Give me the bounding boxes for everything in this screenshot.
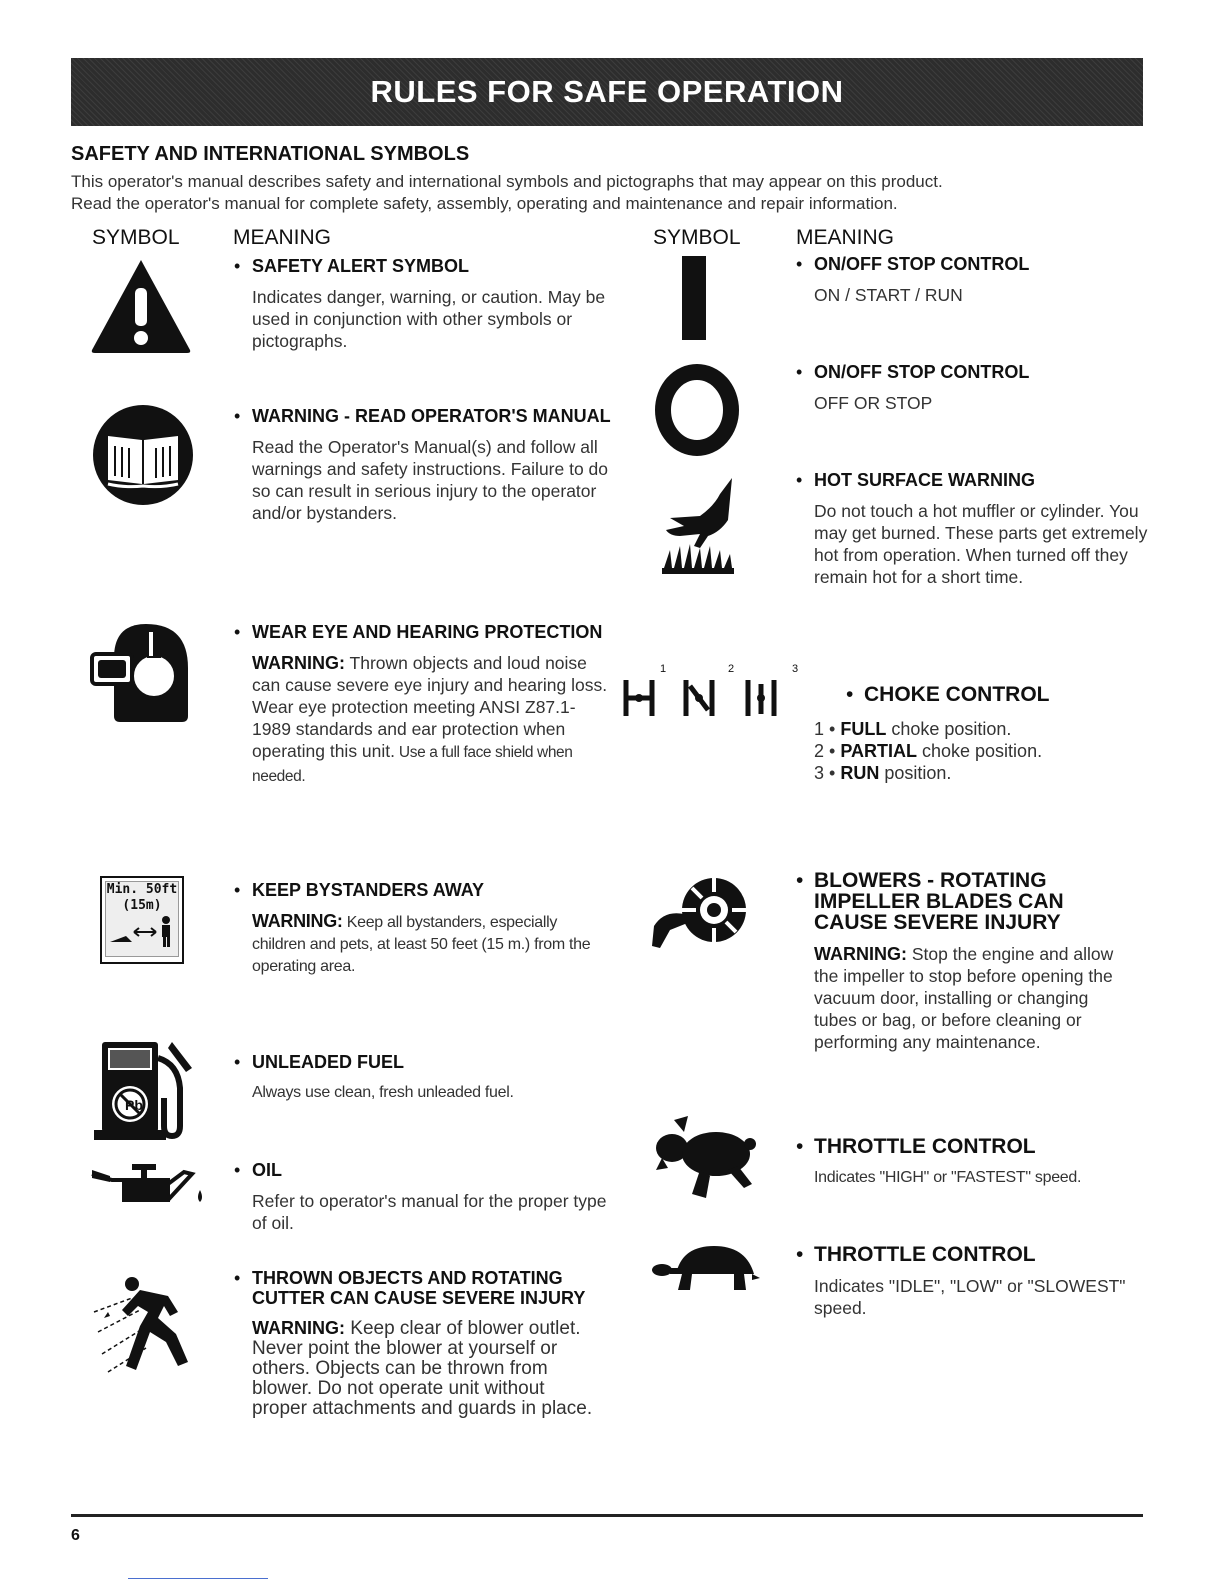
distance-label: Min. 50ft — [106, 882, 178, 897]
entry-safety-alert — [234, 256, 614, 352]
entry-desc: Indicates "IDLE", "LOW" or "SLOWEST" speed. — [814, 1276, 1126, 1318]
entry-desc: Refer to operator's manual for the proper type of oil. — [252, 1191, 607, 1233]
choke-item-bold: PARTIAL — [840, 741, 917, 761]
rotating-impeller-icon — [650, 870, 760, 956]
entry-read-manual — [234, 406, 614, 524]
entry-title: • SAFETY ALERT SYMBOL — [234, 256, 614, 276]
choke-item: 3 • RUN position. — [814, 763, 952, 783]
entry-desc — [234, 910, 614, 978]
entry-throttle-fast — [796, 1136, 1156, 1189]
entry-desc: ON / START / RUN — [814, 285, 963, 305]
thrown-objects-icon — [88, 1272, 200, 1384]
entry-eye-hearing — [234, 622, 614, 788]
warning-label: WARNING: — [252, 653, 345, 673]
choke-position-label: 2 — [728, 663, 735, 675]
warning-label: WARNING: — [814, 944, 907, 964]
entry-title: • CHOKE CONTROL — [846, 684, 1166, 705]
entry-desc — [234, 652, 614, 788]
operators-manual-icon — [92, 404, 194, 506]
oil-can-icon — [88, 1160, 208, 1210]
left-symbol-header: SYMBOL — [92, 226, 180, 249]
entry-choke-title — [846, 684, 1166, 705]
svg-text:Pb: Pb — [125, 1097, 143, 1113]
entry-title: • THROTTLE CONTROL — [796, 1244, 1156, 1265]
unleaded-fuel-pump-icon — [92, 1038, 198, 1144]
intro-line-2: Read the operator's manual for complete safety, assembly, operating and maintenance and repair information. — [71, 194, 898, 213]
entry-impeller — [796, 870, 1116, 1053]
choke-item-number: 1 — [814, 719, 825, 739]
entry-keep-bystanders — [234, 880, 614, 978]
choke-position-label: 1 — [660, 663, 667, 675]
choke-item-text: choke position. — [886, 719, 1012, 739]
entry-title: • WARNING - READ OPERATOR'S MANUAL — [234, 406, 614, 426]
warning-label: WARNING: — [252, 911, 343, 931]
choke-item: 1 • FULL choke position. — [814, 719, 1012, 739]
entry-desc: Read the Operator's Manual(s) and follow all warnings and safety instructions. Failure to do so can result in serious injury to the operator and/or bystanders. — [252, 437, 609, 523]
entry-title: • WEAR EYE AND HEARING PROTECTION — [234, 622, 614, 642]
keep-bystanders-away-icon — [100, 876, 184, 964]
entry-title: • ON/OFF STOP CONTROL — [796, 362, 1156, 382]
entry-desc: OFF OR STOP — [814, 393, 933, 413]
bystander-figure-icon — [106, 914, 178, 948]
entry-title: • THROWN OBJECTS AND ROTATING CUTTER CAN CAUSE SEVERE INJURY — [234, 1268, 594, 1308]
choke-positions-list — [814, 708, 1154, 784]
banner-title: RULES FOR SAFE OPERATION — [370, 74, 844, 109]
entry-title: • ON/OFF STOP CONTROL — [796, 254, 1156, 274]
safety-alert-triangle-icon — [88, 256, 194, 356]
entry-desc — [796, 943, 1116, 1053]
choke-position-label: 3 — [792, 663, 799, 675]
left-meaning-header: MEANING — [233, 226, 332, 249]
footer-rule — [71, 1514, 1143, 1517]
entry-off-control — [796, 362, 1156, 414]
off-switch-icon — [654, 364, 740, 456]
entry-desc: Indicates danger, warning, or caution. May be used in conjunction with other symbols or pictographs. — [252, 287, 606, 351]
intro-line-1: This operator's manual describes safety and international symbols and pictographs that may appear on this product. — [71, 172, 943, 191]
entry-throttle-slow — [796, 1244, 1156, 1319]
entry-hot-surface — [796, 470, 1156, 588]
warning-text: Keep clear of blower outlet. Never point the blower at yourself or others. Objects can be thrown from blower. Do not operate unit without proper attachments and guards in place. — [252, 1318, 593, 1419]
choke-item-bold: RUN — [840, 763, 880, 783]
entry-oil — [234, 1160, 614, 1234]
warning-text: Stop the engine and allow the impeller to stop before opening the vacuum door, installing or changing tubes or bag, or before cleaning or performing any maintenance. — [814, 944, 1114, 1052]
entry-title: • BLOWERS - ROTATING IMPELLER BLADES CAN CAUSE SEVERE INJURY — [796, 870, 1116, 933]
entry-on-control — [796, 254, 1156, 306]
rabbit-fast-icon — [654, 1114, 758, 1204]
eye-hearing-protection-icon — [88, 618, 192, 724]
choke-item-text: choke position. — [917, 741, 1043, 761]
entry-title: • THROTTLE CONTROL — [796, 1136, 1156, 1157]
choke-list — [814, 718, 1154, 784]
page-banner — [71, 58, 1143, 126]
turtle-slow-icon — [652, 1244, 760, 1294]
entry-thrown-objects — [234, 1268, 594, 1419]
choke-positions-icon — [620, 660, 820, 720]
entry-unleaded-fuel — [234, 1052, 614, 1104]
choke-item: 2 • PARTIAL choke position. — [814, 741, 1043, 761]
page-number: 6 — [71, 1527, 80, 1544]
right-symbol-header: SYMBOL — [653, 226, 741, 249]
on-switch-icon — [682, 256, 706, 340]
warning-text: Thrown objects and loud noise can cause severe eye injury and hearing loss. Wear eye protection meeting ANSI Z87.1-1989 standards and ear protection when operating this unit. — [252, 653, 608, 761]
distance-metric-label: (15m) — [122, 898, 162, 913]
entry-desc: Always use clean, fresh unleaded fuel. — [252, 1084, 514, 1101]
warning-text: Keep all bystanders, especially children and pets, at least 50 feet (15 m.) from the operating area. — [252, 914, 591, 975]
entry-desc — [234, 1318, 594, 1419]
right-meaning-header: MEANING — [796, 226, 895, 249]
choke-item-bold: FULL — [840, 719, 887, 739]
choke-item-number: 2 — [814, 741, 825, 761]
section-intro — [71, 171, 1141, 215]
entry-title: • KEEP BYSTANDERS AWAY — [234, 880, 614, 900]
choke-item-number: 3 — [814, 763, 825, 783]
warning-text-tail: Use a full face shield when needed. — [252, 744, 573, 785]
link-underline — [128, 1578, 268, 1579]
hot-surface-hand-icon — [660, 476, 736, 576]
entry-title: • OIL — [234, 1160, 614, 1180]
choke-item-text: position. — [879, 763, 952, 783]
warning-label: WARNING: — [252, 1318, 345, 1338]
entry-title: • UNLEADED FUEL — [234, 1052, 614, 1072]
entry-title: • HOT SURFACE WARNING — [796, 470, 1156, 490]
section-heading: SAFETY AND INTERNATIONAL SYMBOLS — [71, 143, 470, 165]
entry-desc: Do not touch a hot muffler or cylinder. You may get burned. These parts get extremely hot from operation. When turned off they remain hot for a short time. — [814, 501, 1148, 587]
entry-desc: Indicates "HIGH" or "FASTEST" speed. — [814, 1169, 1082, 1186]
